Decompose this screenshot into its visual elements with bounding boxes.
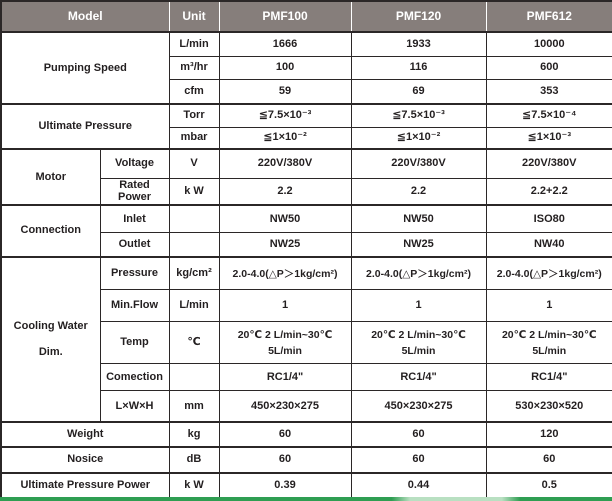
cooling-water-label-line2: Dim. xyxy=(38,345,63,358)
unit-cell: mbar xyxy=(169,127,219,149)
sub-label: Min.Flow xyxy=(100,290,169,322)
value-cell: 2.2 xyxy=(351,178,486,205)
sub-label: L×W×H xyxy=(100,391,169,422)
value-cell: 0.5 xyxy=(486,473,612,499)
temp-line2: 5L/min xyxy=(268,344,302,357)
value-cell: ≦1×10⁻³ xyxy=(486,127,612,149)
unit-cell: dB xyxy=(169,447,219,473)
value-cell: ISO80 xyxy=(486,205,612,233)
unit-cell: Torr xyxy=(169,104,219,127)
bottom-accent-bar xyxy=(0,497,612,501)
value-cell: NW25 xyxy=(351,233,486,257)
row-label: Connection xyxy=(1,205,100,257)
value-cell: 1666 xyxy=(219,32,351,56)
header-cell-pmf100: PMF100 xyxy=(219,1,351,32)
value-cell: 220V/380V xyxy=(219,149,351,178)
sub-label: Rated Power xyxy=(100,178,169,205)
value-cell xyxy=(351,322,486,364)
value-cell: 60 xyxy=(351,447,486,473)
value-cell: ≦1×10⁻² xyxy=(219,127,351,149)
unit-cell: V xyxy=(169,149,219,178)
value-cell: 69 xyxy=(351,79,486,104)
temp-line1: 20℃ 2 L/min~30℃ xyxy=(501,328,597,341)
row-label: Ultimate Pressure Power xyxy=(1,473,169,499)
sub-label: Voltage xyxy=(100,149,169,178)
unit-cell: kg xyxy=(169,422,219,447)
value-cell: 2.0-4.0(△P＞1kg/cm²) xyxy=(486,257,612,290)
value-cell: 2.0-4.0(△P＞1kg/cm²) xyxy=(219,257,351,290)
temp-line1: 20℃ 2 L/min~30℃ xyxy=(237,328,333,341)
row-label: Nosice xyxy=(1,447,169,473)
value-cell: 220V/380V xyxy=(486,149,612,178)
value-cell: 450×230×275 xyxy=(219,391,351,422)
row-label: Ultimate Pressure xyxy=(1,104,169,149)
value-cell: 1933 xyxy=(351,32,486,56)
value-cell xyxy=(486,322,612,364)
row-label: Motor xyxy=(1,149,100,205)
value-cell: 59 xyxy=(219,79,351,104)
unit-cell: kg/cm² xyxy=(169,257,219,290)
unit-cell: k W xyxy=(169,473,219,499)
sub-label: Pressure xyxy=(100,257,169,290)
value-cell: RC1/4" xyxy=(351,364,486,391)
unit-cell: ℃ xyxy=(169,322,219,364)
unit-cell: mm xyxy=(169,391,219,422)
value-cell: 60 xyxy=(486,447,612,473)
value-cell: 0.39 xyxy=(219,473,351,499)
temp-line2: 5L/min xyxy=(532,344,567,357)
row-label: Pumping Speed xyxy=(1,32,169,104)
value-cell: NW25 xyxy=(219,233,351,257)
unit-cell: L/min xyxy=(169,290,219,322)
unit-cell: m³/hr xyxy=(169,56,219,79)
header-cell-model: Model xyxy=(1,1,169,32)
sub-label: Comection xyxy=(100,364,169,391)
value-cell: 0.44 xyxy=(351,473,486,499)
unit-cell xyxy=(169,205,219,233)
unit-cell xyxy=(169,233,219,257)
temp-line2: 5L/min xyxy=(401,344,436,357)
sub-label: Inlet xyxy=(100,205,169,233)
value-cell: NW40 xyxy=(486,233,612,257)
value-cell xyxy=(219,322,351,364)
value-cell: ≦7.5×10⁻⁴ xyxy=(486,104,612,127)
value-cell: 1 xyxy=(486,290,612,322)
header-cell-unit: Unit xyxy=(169,1,219,32)
cooling-water-label xyxy=(4,320,98,358)
value-cell: 2.2+2.2 xyxy=(486,178,612,205)
row-label xyxy=(1,257,100,422)
value-cell: 220V/380V xyxy=(351,149,486,178)
unit-cell xyxy=(169,364,219,391)
value-cell: 116 xyxy=(351,56,486,79)
sub-label: Outlet xyxy=(100,233,169,257)
unit-cell: k W xyxy=(169,178,219,205)
value-cell: RC1/4" xyxy=(486,364,612,391)
row-label: Weight xyxy=(1,422,169,447)
value-cell: 60 xyxy=(351,422,486,447)
value-cell: 530×230×520 xyxy=(486,391,612,422)
value-cell: 120 xyxy=(486,422,612,447)
unit-cell: cfm xyxy=(169,79,219,104)
value-cell: ≦7.5×10⁻³ xyxy=(219,104,351,127)
value-cell: 60 xyxy=(219,447,351,473)
cooling-water-label-line1: Cooling Water xyxy=(13,320,88,333)
value-cell: 60 xyxy=(219,422,351,447)
sub-label: Temp xyxy=(100,322,169,364)
value-cell: 2.0-4.0(△P＞1kg/cm²) xyxy=(351,257,486,290)
value-cell: 450×230×275 xyxy=(351,391,486,422)
header-cell-pmf612: PMF612 xyxy=(486,1,612,32)
value-cell: RC1/4" xyxy=(219,364,351,391)
value-cell: 100 xyxy=(219,56,351,79)
unit-cell: L/min xyxy=(169,32,219,56)
value-cell: 2.2 xyxy=(219,178,351,205)
value-cell: NW50 xyxy=(219,205,351,233)
value-cell: ≦7.5×10⁻³ xyxy=(351,104,486,127)
value-cell: 10000 xyxy=(486,32,612,56)
value-cell: NW50 xyxy=(351,205,486,233)
value-cell: 353 xyxy=(486,79,612,104)
value-cell: 600 xyxy=(486,56,612,79)
header-cell-pmf120: PMF120 xyxy=(351,1,486,32)
temp-line1: 20℃ 2 L/min~30℃ xyxy=(371,328,466,341)
value-cell: ≦1×10⁻² xyxy=(351,127,486,149)
value-cell: 1 xyxy=(351,290,486,322)
value-cell: 1 xyxy=(219,290,351,322)
